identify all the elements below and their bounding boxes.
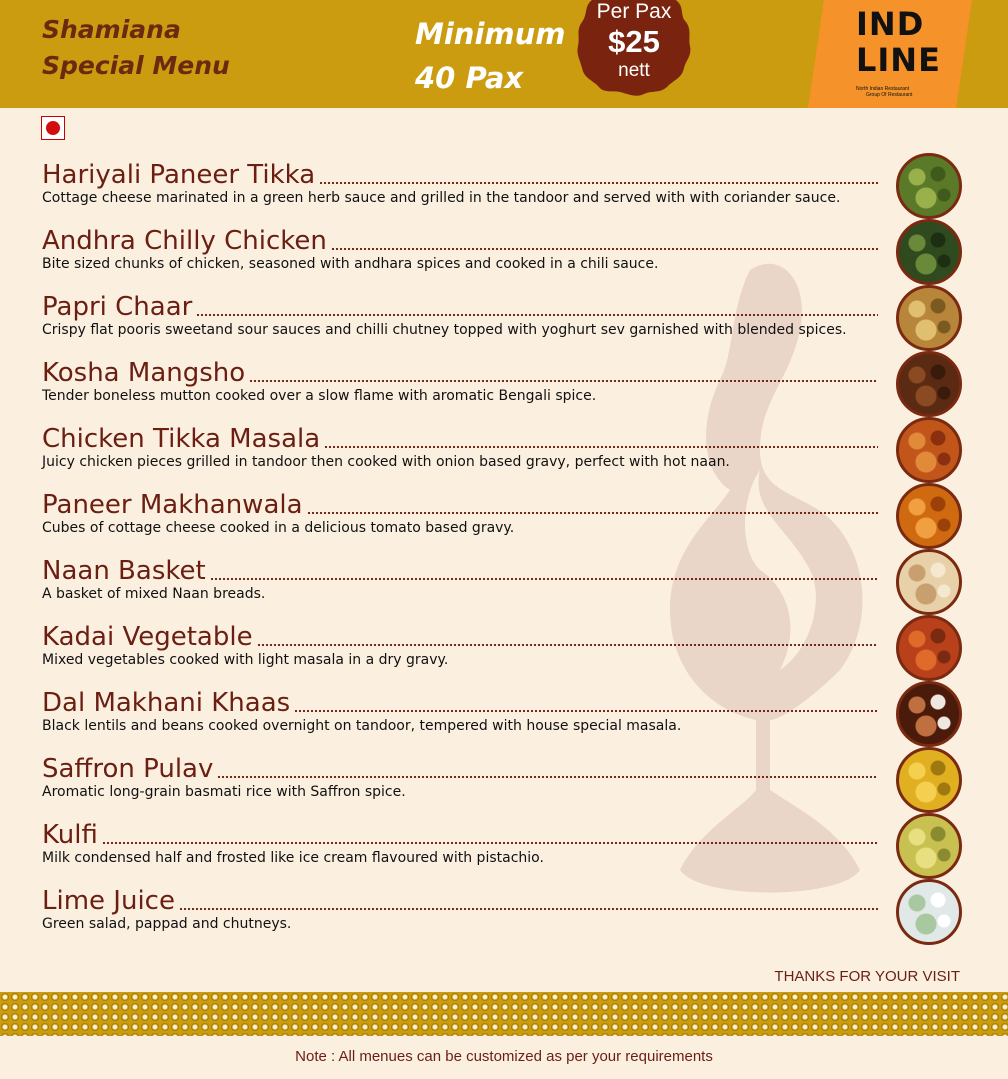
menu-title-line2: Special Menu (42, 51, 230, 80)
menu-item-title-row (42, 422, 878, 454)
menu-item-title-row (42, 488, 878, 520)
menu-item-title-row (42, 356, 878, 388)
menu-item-name: Chicken Tikka Masala (42, 424, 321, 454)
dot-leader (196, 314, 878, 316)
paneer-makhani-photo (896, 483, 962, 549)
menu-item-title-row (42, 224, 878, 256)
menu-item-title-row (42, 620, 878, 652)
dot-leader (319, 182, 878, 184)
saffron-rice-photo (896, 747, 962, 813)
menu-item-title-row (42, 290, 878, 322)
dot-leader (324, 446, 878, 448)
kulfi-photo (896, 813, 962, 879)
menu-item-name: Kadai Vegetable (42, 622, 253, 652)
menu-item-name: Kulfi (42, 820, 98, 850)
dot-leader (257, 644, 878, 646)
menu-item-name: Hariyali Paneer Tikka (42, 160, 316, 190)
menu-item (42, 620, 878, 680)
restaurant-logo (808, 0, 972, 108)
menu-item (42, 554, 878, 614)
menu-item-title-row (42, 554, 878, 586)
menu-item-name: Saffron Pulav (42, 754, 214, 784)
menu-item (42, 686, 878, 746)
menu-item-name: Andhra Chilly Chicken (42, 226, 327, 256)
menu-item (42, 818, 878, 878)
chilli-chicken-photo (896, 219, 962, 285)
papri-chaat-photo (896, 285, 962, 351)
price-badge (572, 0, 696, 100)
menu-item-description: Milk condensed half and frosted like ice cream flavoured with pistachio. (42, 850, 544, 866)
minimum-pax (415, 12, 565, 100)
header-bar (0, 0, 1008, 108)
menu-item-description: Juicy chicken pieces grilled in tandoor then cooked with onion based gravy, perfect with hot naan. (42, 454, 730, 470)
tikka-masala-photo (896, 417, 962, 483)
green-tikka-photo (896, 153, 962, 219)
menu-item-description: Mixed vegetables cooked with light masala in a dry gravy. (42, 652, 449, 668)
menu-item-description: Cubes of cottage cheese cooked in a delicious tomato based gravy. (42, 520, 515, 536)
dot-leader (294, 710, 878, 712)
menu-item (42, 158, 878, 218)
menu-item (42, 422, 878, 482)
mutton-curry-photo (896, 351, 962, 417)
kadai-veg-photo (896, 615, 962, 681)
menu-item (42, 752, 878, 812)
dot-leader (102, 842, 878, 844)
menu-item-description: Tender boneless mutton cooked over a slow flame with aromatic Bengali spice. (42, 388, 597, 404)
menu-item-name: Naan Basket (42, 556, 206, 586)
menu-item-title-row (42, 752, 878, 784)
menu-item (42, 290, 878, 350)
dot-leader (179, 908, 878, 910)
price-suffix: nett (618, 60, 650, 81)
dot-leader (331, 248, 878, 250)
menu-item-name: Kosha Mangsho (42, 358, 246, 388)
logo-word-line: LINE (856, 41, 941, 79)
menu-item-name: Dal Makhani Khaas (42, 688, 291, 718)
price-label: Per Pax (596, 0, 672, 23)
menu-item (42, 356, 878, 416)
menu-item (42, 884, 878, 944)
menu-item-title-row (42, 884, 878, 916)
dot-leader (307, 512, 878, 514)
menu-item-title-row (42, 158, 878, 190)
menu-item-description: Bite sized chunks of chicken, seasoned with andhara spices and cooked in a chili sauce. (42, 256, 659, 272)
lime-juice-photo (896, 879, 962, 945)
non-veg-mark-icon (41, 116, 65, 140)
price-amount: $25 (608, 24, 660, 59)
menu-item-description: Aromatic long-grain basmati rice with Saffron spice. (42, 784, 406, 800)
menu-item (42, 488, 878, 548)
dot-leader (249, 380, 878, 382)
menu-item-description: Crispy flat pooris sweetand sour sauces and chilli chutney topped with yoghurt sev garnished with blended spices. (42, 322, 847, 338)
customization-note: Note : All menues can be customized as per your requirements (295, 1048, 713, 1065)
dal-makhani-photo (896, 681, 962, 747)
menu-item-title-row (42, 686, 878, 718)
menu-title (42, 12, 230, 84)
price-text (572, 0, 696, 82)
menu-item-description: Green salad, pappad and chutneys. (42, 916, 292, 932)
menu-item-description: Black lentils and beans cooked overnight on tandoor, tempered with house special masala. (42, 718, 682, 734)
thanks-message: THANKS FOR YOUR VISIT (774, 968, 960, 985)
menu-item (42, 224, 878, 284)
menu-item-name: Lime Juice (42, 886, 175, 916)
logo-subtitle-2: Group Of Restaurant (866, 92, 913, 98)
logo-subtitle: North Indian Restaurant (856, 86, 910, 92)
minimum-pax-line1: Minimum (415, 17, 566, 51)
menu-item-name: Paneer Makhanwala (42, 490, 303, 520)
minimum-pax-line2: 40 Pax (415, 61, 524, 95)
naan-basket-photo (896, 549, 962, 615)
menu-item-title-row (42, 818, 878, 850)
dot-leader (210, 578, 878, 580)
dot-leader (217, 776, 878, 778)
menu-item-description: Cottage cheese marinated in a green herb sauce and grilled in the tandoor and served with with coriander sauce. (42, 190, 841, 206)
menu-item-name: Papri Chaar (42, 292, 193, 322)
menu-title-line1: Shamiana (42, 15, 181, 44)
logo-word-ind: IND (856, 5, 925, 43)
decorative-pattern-band (0, 992, 1008, 1036)
menu-item-description: A basket of mixed Naan breads. (42, 586, 266, 602)
